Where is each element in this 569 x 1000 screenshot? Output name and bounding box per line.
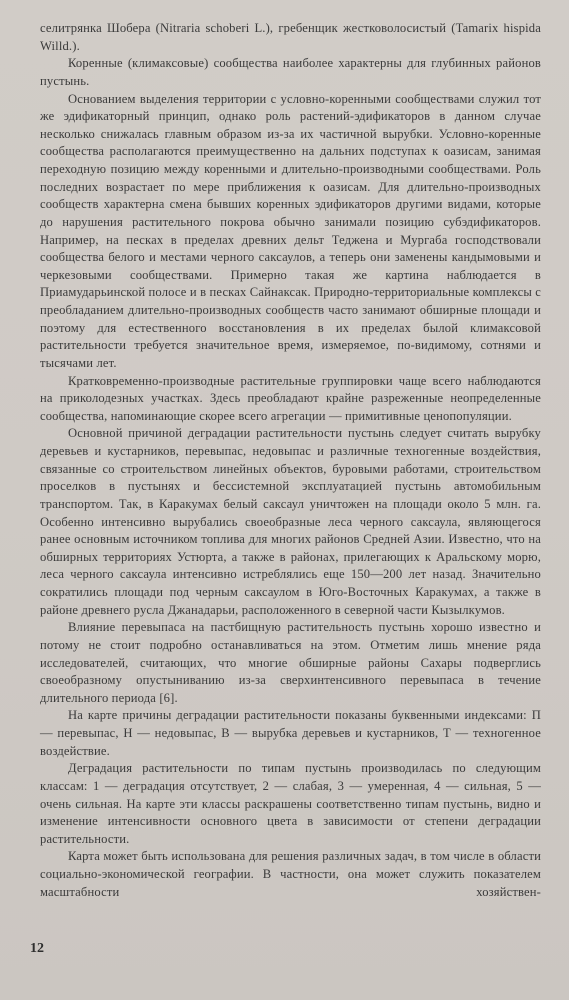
paragraph-continuation: селитрянка Шобера (Nitraria schoberi L.), гребенщик жестковолосистый (Tamarix hispida Willd.). <box>40 21 541 53</box>
body-text <box>40 20 541 901</box>
paragraph: Кратковременно-производные растительные группировки чаще всего наблюдаются на приколодезных участках. Здесь преобладают крайне разреженные неопределенные сообщества, напоминающие скорее всего агрегации — примитивные ценопопуляции. <box>40 373 541 423</box>
paragraph: Основанием выделения территории с условно-коренными сообществами служил тот же эдификаторный принцип, однако роль растений-эдификаторов в данном случае несколько снижалась главным образом из-за их частичной вырубки. Условно-коренные сообщества располагаются преимущественно на дальних подступах к оазисам, занимая переходную позицию между коренными и длительно-производными сообществами. Роль последних возрастает по мере приближения к оазисам. Для длительно-производных сообществ характерна смена бывших коренных эдификаторов другими видами, которые до нарушения растительного покрова обычно занимали позицию субэдификаторов. Например, на песках в пределах древних дельт Теджена и Мургаба господствовали сообщества белого и местами черного саксаулов, а теперь они заменены кандымовыми и черкезовыми сообществами. Примерно такая же картина наблюдается в Приамударьинской полосе и в песках Сайнаксак. Природно-территориальные комплексы с преобладанием длительно-производных сообществ часто занимают обширные площади и поэтому для естественного восстановления в их пределах былой климаксовой растительности требуется значительное время, измеряемое, по-видимому, сотнями и тысячами лет. <box>40 91 541 370</box>
paragraph: Карта может быть использована для решения различных задач, в том числе в области социально-экономической географии. В частности, она может служить показателем масштабности хозяйствен- <box>40 849 541 899</box>
paragraph: Деградация растительности по типам пустынь производилась по следующим классам: 1 — деградация отсутствует, 2 — слабая, 3 — умеренная, 4 — сильная, 5 — очень сильная. На карте эти классы раскрашены соответственно типам пустынь, видно и изменение интенсивности основного цвета в зависимости от степени деградации растительности. <box>40 761 541 846</box>
paragraph: Коренные (климаксовые) сообщества наиболее характерны для глубинных районов пустынь. <box>40 56 541 88</box>
paragraph: Влияние перевыпаса на пастбищную растительность пустынь хорошо известно и потому не стоит подробно останавливаться на этом. Отметим лишь мнение ряда исследователей, считающих, что многие обширные районы Сахары подверглись своеобразному опустыниванию из-за сверхинтенсивного перевыпаса в течение длительного периода [6]. <box>40 620 541 705</box>
paragraph: Основной причиной деградации растительности пустынь следует считать вырубку деревьев и кустарников, перевыпас, недовыпас и различные техногенные воздействия, связанные со строительством линейных объектов, буровыми работами, строительством проселков в пустынях и бессистемной эксплуатацией пустынь автомобильным транспортом. Так, в Каракумах белый саксаул уничтожен на площади около 5 млн. га. Особенно интенсивно вырубались своеобразные леса черного саксаула, являющегося ранее основным источником топлива для многих районов Средней Азии. Известно, что на обширных территориях Устюрта, а также в районах, прилегающих к Аральскому морю, леса черного саксаула интенсивно истреблялись еще 150—200 лет назад. Значительно сократились площади под черным саксаулом в Юго-Восточных Каракумах, а также в районе древнего русла Джанадарьи, расположенного в северной части Кызылкумов. <box>40 426 541 617</box>
paragraph: На карте причины деградации растительности показаны буквенными индексами: П — перевыпас, Н — недовыпас, В — вырубка деревьев и кустарников, Т — техногенное воздействие. <box>40 708 541 758</box>
page-number: 12 <box>30 941 44 956</box>
